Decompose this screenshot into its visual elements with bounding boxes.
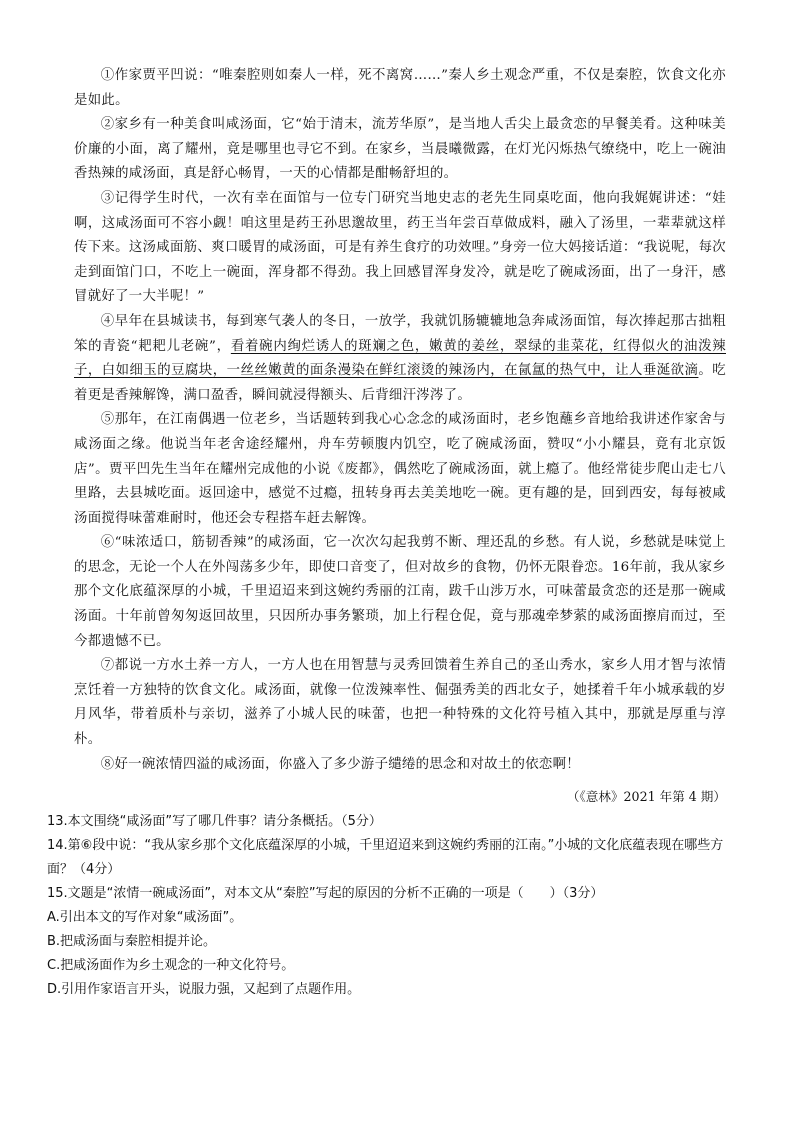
paragraph-1 xyxy=(74,64,726,113)
paragraph-5 xyxy=(74,408,726,531)
paragraph-text: 。吃着更是香辣解馋，满口盈香，瞬间就浸得额头、后背细汗涔涔了。 xyxy=(74,363,726,403)
option-b: B.把咸汤面与秦腔相提并论。 xyxy=(47,934,217,949)
paragraph-text: ⑤那年，在江南偶遇一位老乡，当话题转到我心心念念的咸汤面时，老乡饱蘸乡音地给我讲述作家舍与咸汤面之缘。他说当年老舍途经耀州，舟车劳顿腹内饥空，吃了碗咸汤面，赞叹“小小耀县，竟有北京饭店”。贾平凹先生当年在耀州完成他的小说《废都》，偶然吃了碗咸汤面，就上瘾了。他经常徒步爬山走七八里路，去县城吃面。返回途中，感觉不过瘾，扭转身再去美美地吃一碗。更有趣的是，回到西安，每每被咸汤面搅得味蕾难耐时，他还会专程搭车赶去解馋。 xyxy=(74,412,726,526)
question-15: 15.文题是“浓情一碗咸汤面”，对本文从“秦腔”写起的原因的分析不正确的一项是（ ）（3分） xyxy=(47,886,604,901)
paragraph-text: ①作家贾平凹说：“唯秦腔则如秦人一样，死不离窝……”秦人乡土观念严重，不仅是秦腔，饮食文化亦是如此。 xyxy=(74,68,726,108)
paragraph-text: ③记得学生时代，一次有幸在面馆与一位专门研究当地史志的老先生同桌吃面，他向我娓娓讲述：“娃啊，这咸汤面可不容小觑！咱这里是药王孙思邈故里，药王当年尝百草做成料，融入了汤里，一辈辈就这样传下来。这汤咸面筋、爽口暖胃的咸汤面，可是有养生食疗的功效哩。”身旁一位大妈接话道：“我说呢，每次走到面馆门口，不吃上一碗面，浑身都不得劲。我上回感冒浑身发冷，就是吃了碗咸汤面，出了一身汗，感冒就好了一大半呢！” xyxy=(74,190,726,305)
underlined-sentence: 看着碗内绚烂诱人的斑斓之色，嫩黄的姜丝，翠绿的韭菜花，红得似火的油泼辣子，白如细玉的豆腐块，一丝丝嫩黄的面条漫染在鲜红滚烫的辣汤内，在氤氲的热气中，让人垂涎欲滴 xyxy=(74,338,726,379)
question-list xyxy=(47,810,747,1002)
paragraph-text: ⑧好一碗浓情四溢的咸汤面，你盛入了多少游子缱绻的思念和对故土的依恋啊！ xyxy=(100,756,580,772)
article-body xyxy=(74,64,726,777)
paragraph-6 xyxy=(74,531,726,654)
option-c: C.把咸汤面作为乡土观念的一种文化符号。 xyxy=(47,958,295,973)
option-a: A.引出本文的写作对象“咸汤面”。 xyxy=(47,910,243,925)
question-13: 13.本文围绕“咸汤面”写了哪几件事？请分条概括。（5分） xyxy=(47,814,382,829)
paragraph-4 xyxy=(74,310,726,408)
paragraph-text: ⑦都说一方水土养一方人，一方人也在用智慧与灵秀回馈着生养自己的圣山秀水，家乡人用才智与浓情烹饪着一方独特的饮食文化。咸汤面，就像一位泼辣率性、倔强秀美的西北女子，她揉着千年小城承载的岁月风华，带着质朴与亲切，滋养了小城人民的味蕾，也把一种特殊的文化符号植入其中，那就是厚重与淳朴。 xyxy=(74,658,726,748)
paragraph-7 xyxy=(74,654,726,752)
paragraph-text: ④早年在县城读书，每到寒气袭人的冬日，一放学，我就饥肠辘辘地急奔咸汤面馆，每次捧起那古拙粗笨的青瓷“耙耙儿老碗”， xyxy=(74,313,726,354)
question-14: 14.第⑥段中说：“我从家乡那个文化底蕴深厚的小城，千里迢迢来到这婉约秀丽的江南。”小城的文化底蕴表现在哪些方面？（4分） xyxy=(47,838,724,877)
paragraph-text: ②家乡有一种美食叫咸汤面，它“始于清末，流芳华原”，是当地人舌尖上最贪恋的早餐美肴。这种味美价廉的小面，离了耀州，竟是哪里也寻它不到。在家乡，当晨曦微露，在灯光闪烁热气缭绕中，吃上一碗油香热辣的咸汤面，真是舒心畅胃，一天的心情都是酣畅舒坦的。 xyxy=(74,117,726,182)
paragraph-8 xyxy=(74,753,726,778)
option-d: D.引用作家语言开头，说服力强，又起到了点题作用。 xyxy=(47,982,361,997)
article-source: （《意林》2021 年第 4 期） xyxy=(566,789,726,804)
paragraph-3 xyxy=(74,187,726,310)
paragraph-2 xyxy=(74,113,726,187)
paragraph-text: ⑥“味浓适口，筋韧香辣”的咸汤面，它一次次勾起我剪不断、理还乱的乡愁。有人说，乡愁就是味觉上的思念，无论一个人在外闯荡多少年，即使口音变了，但对故乡的食物，仍怀无限眷恋。16年前，我从家乡那个文化底蕴深厚的小城，千里迢迢来到这婉约秀丽的江南，跋千山涉万水，可味蕾最贪恋的还是那一碗咸汤面。十年前曾匆匆返回故里，只因所办事务繁琐，加上行程仓促，竟与那魂牵梦萦的咸汤面擦肩而过，至今都遗憾不已。 xyxy=(74,535,726,649)
